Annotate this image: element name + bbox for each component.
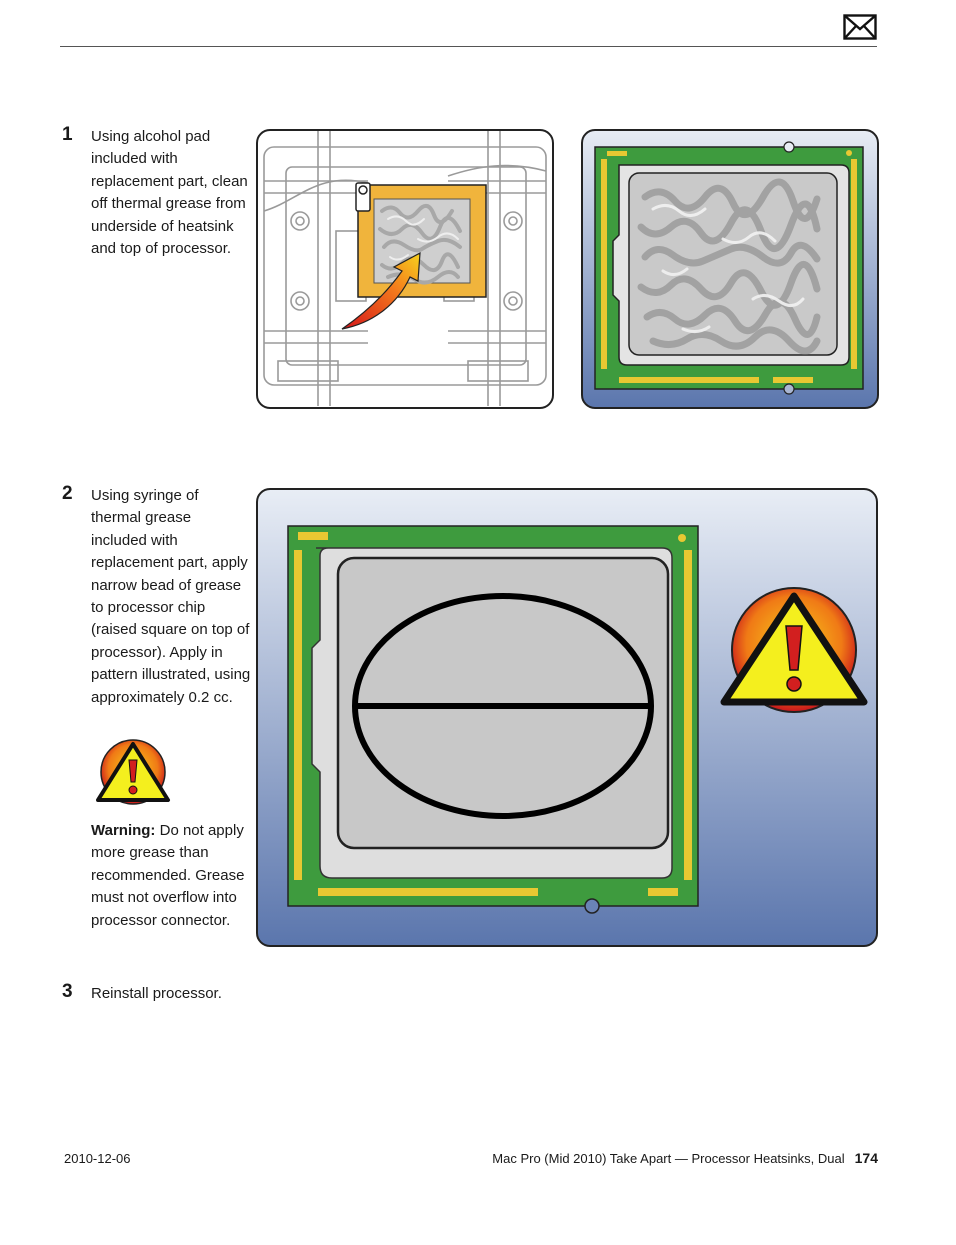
footer-doc-title: Mac Pro (Mid 2010) Take Apart — Processor Heatsinks, Dual bbox=[492, 1151, 845, 1166]
step-2-text: Using syringe of thermal grease included with replacement part, apply narrow bead of grease to processor chip (raised square on top of processor). Apply in pattern illustrated, using approximately 0.2 cc. bbox=[91, 487, 251, 706]
footer-date: 2010-12-06 bbox=[64, 1151, 131, 1166]
processor-grease-illustration bbox=[581, 129, 879, 409]
step-2-warning bbox=[91, 820, 251, 932]
warning-icon-large bbox=[718, 586, 870, 714]
page-number: 174 bbox=[854, 1150, 878, 1166]
footer-title-block bbox=[492, 1150, 878, 1166]
warning-text: Do not apply more grease than recommended. Grease must not overflow into processor connector. bbox=[91, 822, 245, 929]
step-1-text: Using alcohol pad included with replacement part, clean off thermal grease from underside of heatsink and top of processor. bbox=[91, 128, 248, 258]
warning-icon bbox=[94, 738, 172, 808]
warning-label: Warning: bbox=[91, 822, 156, 839]
heatsink-underside-illustration bbox=[256, 129, 554, 409]
header-rule bbox=[60, 46, 877, 47]
step-3-text: Reinstall processor. bbox=[91, 985, 222, 1002]
grease-pattern-illustration bbox=[256, 488, 878, 947]
step-1-number: 1 bbox=[62, 124, 73, 145]
step-2-number: 2 bbox=[62, 483, 73, 504]
step-3-number: 3 bbox=[62, 981, 73, 1002]
envelope-icon[interactable] bbox=[843, 14, 877, 40]
